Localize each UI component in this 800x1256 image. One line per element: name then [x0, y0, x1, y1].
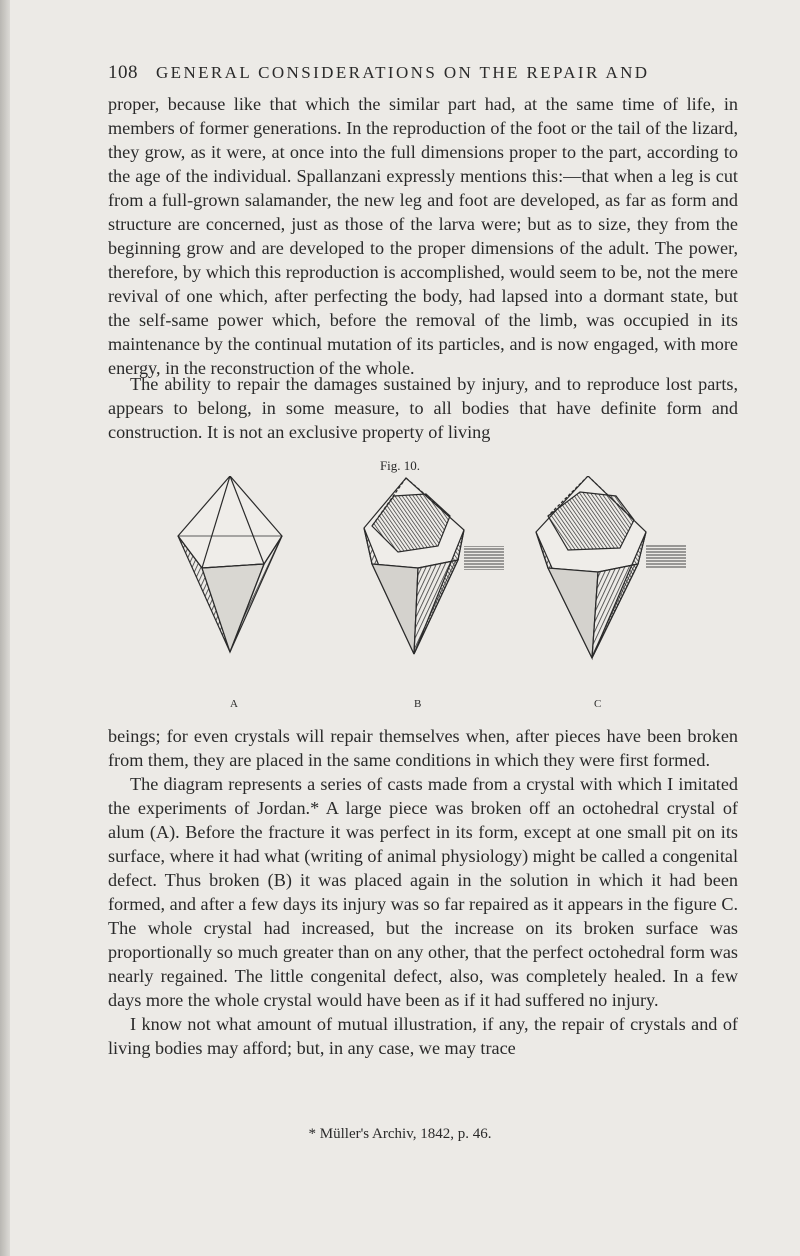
crystal-a: [178, 476, 282, 652]
page-binding-edge: [0, 0, 10, 1256]
text-block-top: [108, 92, 738, 380]
figure-label-b: B: [414, 698, 423, 710]
figure-label-c: C: [594, 698, 603, 710]
page-number: 108: [108, 62, 138, 83]
figure-label-a: A: [230, 698, 239, 710]
running-header: [108, 62, 728, 84]
running-title: GENERAL CONSIDERATIONS ON THE REPAIR AND: [156, 63, 650, 82]
crystal-c: [536, 476, 686, 658]
paragraph-3: beings; for even crystals will repair themselves when, after pieces have been broken from them, they are placed in the same conditions in which they were first formed.: [108, 726, 738, 770]
paragraph-2: The ability to repair the damages sustained by injury, and to reproduce lost parts, appears to belong, in some measure, to all bodies that have definite form and construction. It is not an exclusive property of living: [108, 374, 738, 442]
crystal-figure: [168, 476, 708, 706]
crystal-b: [364, 478, 504, 654]
paragraph-4: The diagram represents a series of casts made from a crystal with which I imitated the experiments of Jordan.* A large piece was broken off an octohedral crystal of alum (A). Before the fracture it was perfect in its form, except at one small pit on its surface, where it had what (writing of animal physiology) might be called a congenital defect. Thus broken (B) it was placed again in the solution in which it had been formed, and after a few days its injury was so far repaired as it appears in the figure C. The whole crystal had increased, but the increase on its broken surface was proportionally so much greater than on any other, that the perfect octohedral form was nearly regained. The little congenital defect, also, was completely healed. In a few days more the whole crystal would have been as if it had suffered no injury.: [108, 774, 738, 1010]
footnote: * Müller's Archiv, 1842, p. 46.: [308, 1126, 492, 1142]
paragraph-5: I know not what amount of mutual illustration, if any, the repair of crystals and of living bodies may afford; but, in any case, we may trace: [108, 1014, 738, 1058]
paragraph-1: proper, because like that which the similar part had, at the same time of life, in members of former generations. In the reproduction of the foot or the tail of the lizard, they grow, as it were, at once into the full dimensions proper to the part, according to the age of the individual. Spallanzani expressly mentions this:—that when a leg is cut from a full-grown salamander, the new leg and foot are developed, as far as form and structure are concerned, just as those of the larva were; but as to size, they from the beginning grow and are developed to the proper dimensions of the adult. The power, therefore, by which this reproduction is accomplished, would seem to be, not the mere revival of one which, after perfecting the body, had lapsed into a dormant state, but the self-same power which, before the removal of the limb, was occupied in its maintenance by the continual mutation of its particles, and is now engaged, with more energy, in the reconstruction of the whole.: [108, 94, 738, 378]
text-block-bottom: [108, 724, 738, 1060]
figure-caption: Fig. 10.: [379, 458, 421, 473]
text-block-middle: [108, 372, 738, 444]
